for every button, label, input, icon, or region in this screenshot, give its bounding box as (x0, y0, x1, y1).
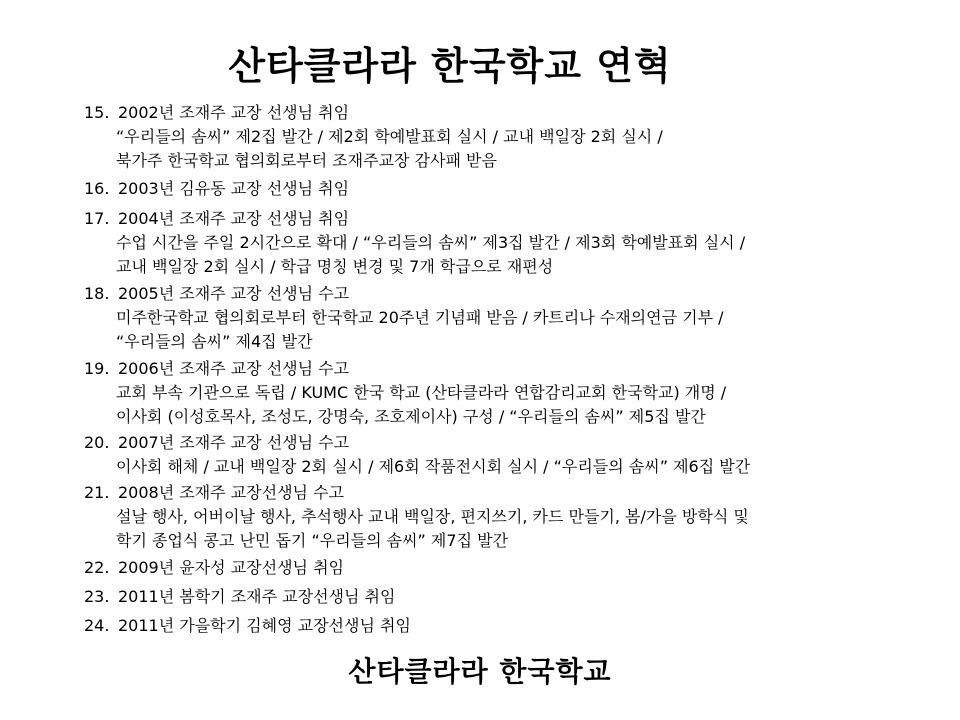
history-entry-title: 2011년 가을학기 김혜영 교장선생님 취임 (118, 616, 411, 635)
history-entry-number: 15. (84, 103, 110, 122)
history-entry-head (84, 614, 944, 638)
history-entry (84, 585, 944, 609)
history-entry-title: 2006년 조재주 교장 선생님 수고 (118, 359, 350, 378)
history-entry (84, 614, 944, 638)
history-entry (84, 177, 944, 201)
history-entry-detail: 북가주 한국학교 협의회로부터 조재주교장 감사패 받음 (116, 151, 497, 170)
history-entry-number: 24. (84, 616, 110, 635)
history-entry (84, 556, 944, 580)
history-entry-title: 2002년 조재주 교장 선생님 취임 (118, 103, 350, 122)
history-entry-head (84, 556, 944, 580)
history-entry-number: 20. (84, 433, 110, 452)
page-title: 산타클라라 한국학교 연혁 (228, 44, 672, 88)
history-entry-number: 17. (84, 209, 110, 228)
history-entry-title: 2008년 조재주 교장선생님 수고 (118, 483, 344, 502)
history-entry-title: 2003년 김유동 교장 선생님 취임 (118, 179, 350, 198)
history-entry-detail: “우리들의 솜씨” 제4집 발간 (116, 332, 313, 351)
history-entry-head (84, 481, 944, 505)
history-entry-detail: 수업 시간을 주일 2시간으로 확대 / “우리들의 솜씨” 제3집 발간 / 제3회 학예발표회 실시 / (116, 233, 746, 252)
history-entry-detail: 학기 종업식 콩고 난민 돕기 “우리들의 솜씨” 제7집 발간 (116, 531, 509, 550)
history-entry-number: 23. (84, 587, 110, 606)
history-entry (84, 207, 944, 279)
history-entry-number: 21. (84, 483, 110, 502)
history-entry-title: 2011년 봄학기 조재주 교장선생님 취임 (118, 587, 396, 606)
history-entry-detail: 설날 행사, 어버이날 행사, 추석행사 교내 백일장, 편지쓰기, 카드 만들기, 봄/가을 방학식 및 (116, 507, 749, 526)
history-entry (84, 481, 944, 553)
history-entry-head (84, 357, 944, 381)
history-entry (84, 357, 944, 429)
history-entry-detail: “우리들의 솜씨” 제2집 발간 / 제2회 학예발표회 실시 / 교내 백일장 2회 실시 / (116, 127, 663, 146)
history-entry-head (84, 431, 944, 455)
history-entry-title: 2009년 윤자성 교장선생님 취임 (118, 558, 344, 577)
history-entry (84, 101, 944, 173)
history-entry-title: 2004년 조재주 교장 선생님 취임 (118, 209, 350, 228)
history-entry-head (84, 177, 944, 201)
history-entry-head (84, 101, 944, 125)
history-entry-number: 19. (84, 359, 110, 378)
history-entry-number: 22. (84, 558, 110, 577)
history-entry-detail: 미주한국학교 협의회로부터 한국학교 20주년 기념패 받음 / 카트리나 수재의연금 기부 / (116, 308, 724, 327)
history-entry (84, 431, 944, 479)
history-entry-head (84, 585, 944, 609)
history-entry-head (84, 207, 944, 231)
history-entry-number: 18. (84, 284, 110, 303)
history-entry-detail: 교내 백일장 2회 실시 / 학급 명칭 변경 및 7개 학급으로 재편성 (116, 257, 554, 276)
history-entry-head (84, 282, 944, 306)
history-entry (84, 282, 944, 354)
history-entry-detail: 이사회 해체 / 교내 백일장 2회 실시 / 제6회 작품전시회 실시 / “우리들의 솜씨” 제6집 발간 (116, 457, 751, 476)
footer-school-name: 산타클라라 한국학교 (348, 655, 612, 688)
history-entry-detail: 이사회 (이성호목사, 조성도, 강명숙, 조호제이사) 구성 / “우리들의 솜씨” 제5집 발간 (116, 407, 706, 426)
history-entry-title: 2007년 조재주 교장 선생님 수고 (118, 433, 350, 452)
history-list (84, 101, 944, 638)
history-entry-title: 2005년 조재주 교장 선생님 수고 (118, 284, 350, 303)
history-entry-detail: 교회 부속 기관으로 독립 / KUMC 한국 학교 (산타클라라 연합감리교회 한국학교) 개명 / (116, 383, 727, 402)
history-entry-number: 16. (84, 179, 110, 198)
